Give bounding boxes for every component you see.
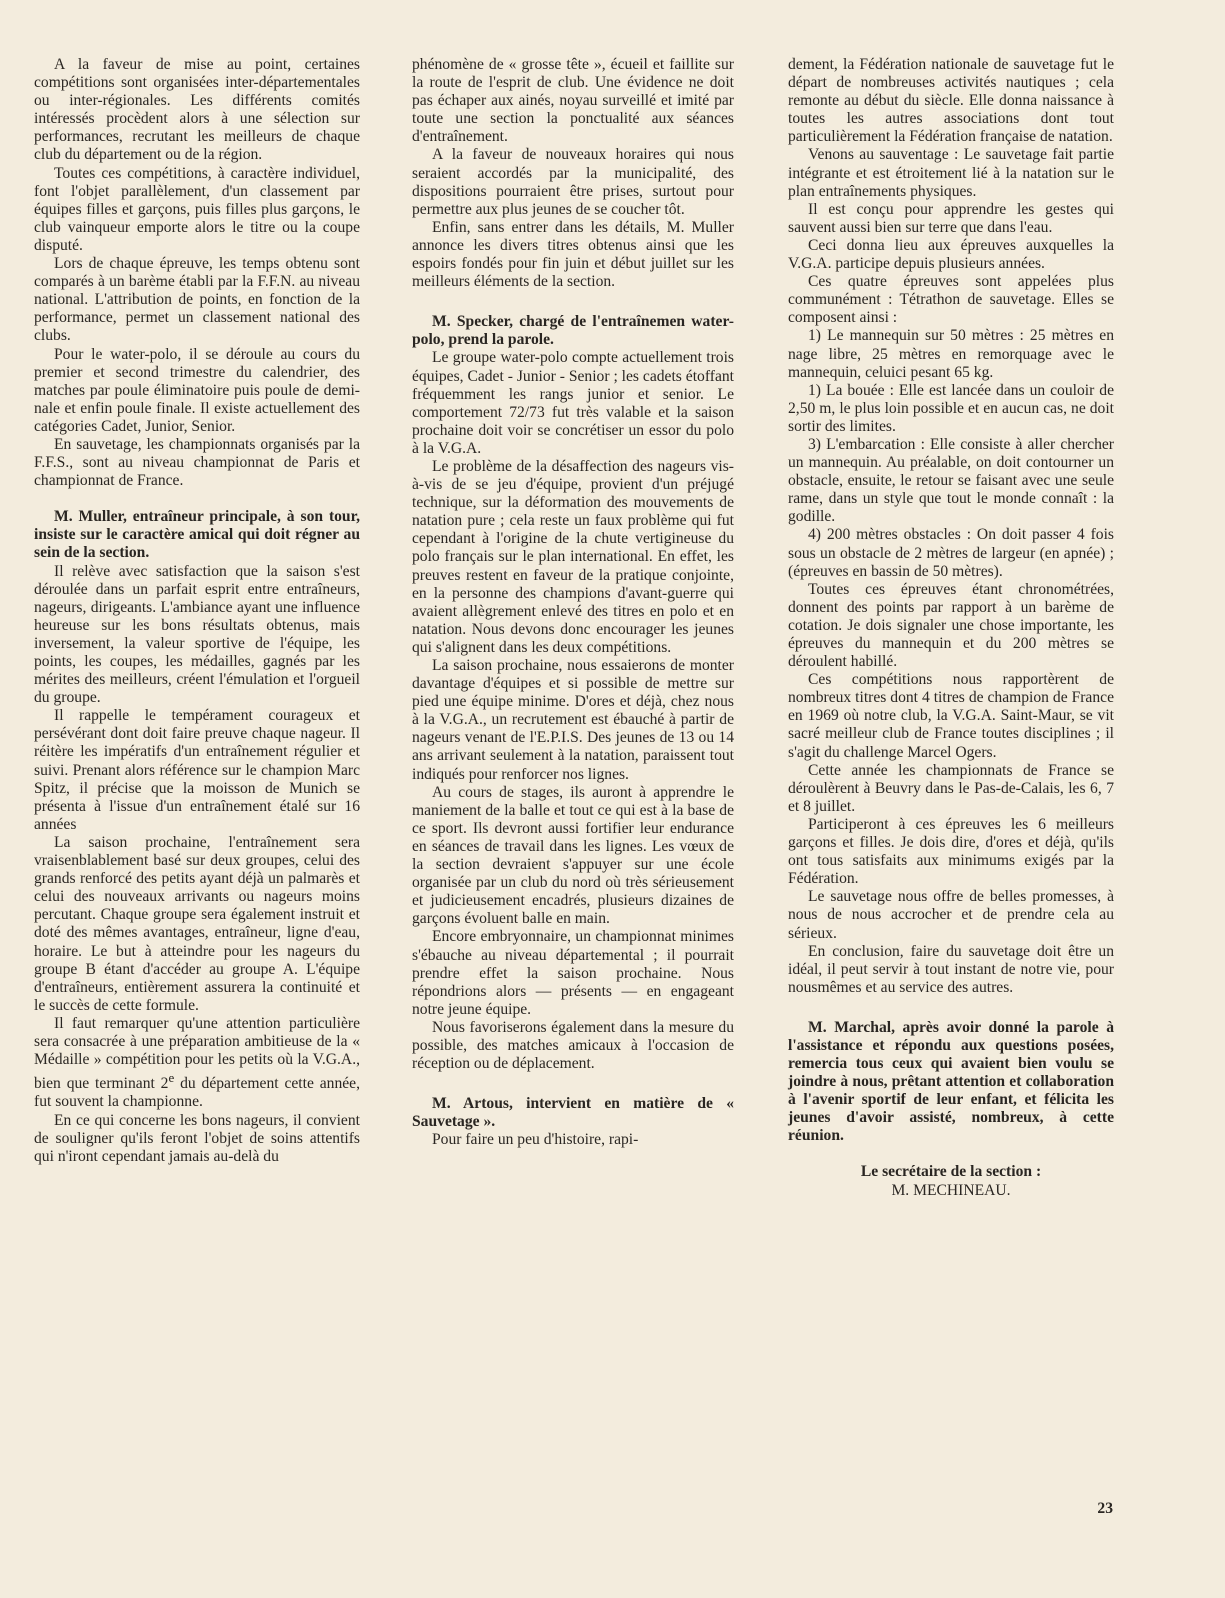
paragraph: Le sauvetage nous offre de belles promesses, à nous de nous accrocher et de prendre cela au sérieux.	[788, 888, 1114, 942]
paragraph: 3) L'embarcation : Elle consiste à aller chercher un mannequin. Au préalable, on doit contourner un obstacle, ensuite, le retour se faisant avec une seule rame, dans un style que tout le monde connaît : la godille.	[788, 435, 1114, 526]
paragraph: Enfin, sans entrer dans les détails, M. Muller annonce les divers titres obtenus ainsi que les espoirs fondés pour fin juin et début juillet sur les meilleurs éléments de la section.	[412, 218, 734, 291]
paragraph: Il relève avec satisfaction que la saison s'est déroulée dans un parfait esprit entre entraîneurs, nageurs, dirigeants. L'ambiance ayant une influence heureuse sur les bons résultats obtenus, mais inversement, la valeur sportive de l'équipe, les points, les coupes, les médailles, gagnés par les mérites des meilleurs, créent l'émulation et l'orgueil du groupe.	[34, 562, 360, 707]
paragraph: 4) 200 mètres obstacles : On doit passer 4 fois sous un obstacle de 2 mètres de largeur (en apnée) ; (épreuves en bassin de 50 mètres).	[788, 526, 1114, 580]
section-heading-specker: M. Specker, chargé de l'entraînemen water-polo, prend la parole.	[412, 313, 734, 349]
superscript: e	[168, 1070, 175, 1086]
paragraph: En ce qui concerne les bons nageurs, il convient de souligner qu'ils feront l'objet de soins attentifs qui n'iront cependant jamais au-delà du	[34, 1111, 360, 1165]
paragraph: La saison prochaine, nous essaierons de monter davantage d'équipes et si possible de mettre sur pied une équipe minime. D'ores et déjà, chez nous à la V.G.A., un recrutement est ébauché à partir de nageurs venant de l'E.P.I.S. Des jeunes de 13 ou 14 ans arrivant seulement à la natation, paraissent tout indiqués pour renforcer nos lignes.	[412, 657, 734, 783]
paragraph: A la faveur de nouveaux horaires qui nous seraient accordés par la municipalité, des dispositions pourraient être prises, surtout pour permettre aux plus jeunes de se coucher tôt.	[412, 146, 734, 218]
signature-name: M. MECHINEAU.	[891, 1181, 1011, 1199]
paragraph: Il est conçu pour apprendre les gestes qui sauvent aussi bien sur terre que dans l'eau.	[788, 200, 1114, 236]
page-number: 23	[1097, 1500, 1113, 1517]
closing-paragraph-marchal: M. Marchal, après avoir donné la parole à l'assistance et répondu aux questions posées, remercia tous ceux qui avaient bien voulu se joindre à nous, prêtant attention et collaboration à l'avenir sportif de leur enfant, et félicita les jeunes d'avoir assisté, nombreux, à cette réunion.	[788, 1018, 1114, 1145]
paragraph: Lors de chaque épreuve, les temps obtenu sont comparés à un barème établi par la F.F.N. au niveau national. L'attribution de points, en fonction de la performance, permet un classement national des clubs.	[34, 255, 360, 345]
paragraph: Pour le water-polo, il se déroule au cours du premier et second trimestre du calendrier, des matches par poule éliminatoire puis poule de demi-nale et enfin poule finale. Il existe actuellement des catégories Cadet, Junior, Senior.	[34, 345, 360, 435]
paragraph: Toutes ces épreuves étant chronométrées, donnent des points par rapport à un barème de cotation. Je dois signaler une chose importante, les épreuves du mannequin et du 200 mètres se déroulent habillé.	[788, 580, 1114, 671]
signature-title: Le secrétaire de la section :	[860, 1162, 1042, 1180]
paragraph: Le problème de la désaffection des nageurs vis-à-vis de se jeu d'équipe, provient d'un préjugé technique, sur la déformation des mouvements de natation pure ; cela reste un faux problème qui fut cependant à l'origine de la chute vertigineuse du polo français sur le plan international. En effet, les preuves restent en faveur de la pratique conjointe, en la personne des champions d'avant-guerre qui avaient allègrement enlevé des titres en polo et en natation. Nous devons donc encourager les jeunes qui s'alignent dans les deux compétitions.	[412, 457, 734, 656]
paragraph: Nous favoriserons également dans la mesure du possible, des matches amicaux à l'occasion de réception ou de déplacement.	[412, 1018, 734, 1073]
column-left	[34, 56, 360, 1166]
paragraph: Il rappelle le tempérament courageux et persévérant dont doit faire preuve chaque nageur. Il réitère les impératifs d'un entraînement régulier et suivi. Prenant alors référence sur le champion Marc Spitz, il précise que la moisson de Munich se présenta à l'issue d'un entraînement étalé sur 16 années	[34, 707, 360, 833]
paragraph: Venons au sauventage : Le sauvetage fait partie intégrante et est étroitement lié à la natation sur le plan entraînements physiques.	[788, 146, 1114, 200]
paragraph: Ceci donna lieu aux épreuves auxquelles la V.G.A. participe depuis plusieurs années.	[788, 236, 1114, 273]
signature-block	[788, 1162, 1114, 1200]
paragraph: Ces quatre épreuves sont appelées plus communément : Tétrathon de sauvetage. Elles se composent ainsi :	[788, 273, 1114, 327]
section-heading-muller: M. Muller, entraîneur principale, à son tour, insiste sur le caractère amical qui doit régner au sein de la section.	[34, 508, 360, 562]
column-middle	[412, 56, 734, 1149]
paragraph: En sauvetage, les championnats organisés par la F.F.S., sont au niveau championnat de Paris et championnat de France.	[34, 435, 360, 490]
paragraph: Au cours de stages, ils auront à apprendre le maniement de la balle et tout ce qui est à la base de ce sport. Ils devront aussi fortifier leur endurance en séances de travail dans les lignes. Les vœux de la section devraient s'appuyer sur une école organisée par un club du nord où très sérieusement et judicieusement encadrés, plusieurs dizaines de garçons évoluent balle en main.	[412, 783, 734, 928]
section-heading-artous: M. Artous, intervient en matière de « Sauvetage ».	[412, 1095, 734, 1131]
paragraph: dement, la Fédération nationale de sauvetage fut le départ de nombreuses activités nautiques ; cela remonte au début du siècle. Elle donna naissance à toutes les autres associations dont tout particulièrement la Fédération française de natation.	[788, 56, 1114, 146]
paragraph: Ces compétitions nous rapportèrent de nombreux titres dont 4 titres de champion de France en 1969 où notre club, la V.G.A. Saint-Maur, se vit sacré meilleur club de France toutes disciplines ; il s'agit du challenge Marcel Ogers.	[788, 671, 1114, 761]
paragraph-text: du département cette année, fut souvent la championne.	[34, 1075, 360, 1111]
paragraph: La saison prochaine, l'entraînement sera vraisenblablement basé sur deux groupes, celui des grands renforcé des petits ayant déjà un palmarès et celui des nouveaux arrivants ou nageurs moins percutant. Chaque groupe sera également instruit et doté des mêmes avantages, entraîneur, ligne d'eau, horaire. Le but à atteindre pour les nageurs du groupe B étant d'accéder au groupe A. L'équipe d'entraîneurs, entièrement assurera la continuité et le succès de cette formule.	[34, 833, 360, 1014]
paragraph: 1) La bouée : Elle est lancée dans un couloir de 2,50 m, le plus loin possible et en aucun cas, ne doit sortir des limites.	[788, 381, 1114, 435]
paragraph-text: Il faut remarquer qu'une attention particulière sera consacrée à une préparation ambitieuse de la « Médaille » compétition pour les petits où la V.G.A., bien que terminant 2	[34, 1014, 360, 1093]
paragraph: Pour faire un peu d'histoire, rapi-	[432, 1131, 639, 1149]
paragraph: A la faveur de mise au point, certaines compétitions sont organisées inter-départementales ou inter-régionales. Les différents comités intéressés procèdent alors à une sélection sur performances, recrutant les meilleurs de chaque club du département ou de la région.	[34, 56, 360, 164]
paragraph: 1) Le mannequin sur 50 mètres : 25 mètres en nage libre, 25 mètres en remorquage avec le mannequin, celuici pesant 65 kg.	[788, 327, 1114, 381]
paragraph: phénomène de « grosse tête », écueil et faillite sur la route de l'esprit de club. Une évidence ne doit pas échaper aux ainés, noyau surveillé et imité par toute une section la ponctualité aux séances d'entraînement.	[412, 56, 734, 146]
paragraph: En conclusion, faire du sauvetage doit être un idéal, il peut servir à tout instant de notre vie, pour nousmêmes et au service des autres.	[788, 942, 1114, 996]
paragraph: Participeront à ces épreuves les 6 meilleurs garçons et filles. Je dois dire, d'ores et déjà, qu'ils ont tous satisfaits aux minimums exigés par la Fédération.	[788, 815, 1114, 888]
paragraph: Toutes ces compétitions, à caractère individuel, font l'objet parallèlement, d'un classement par équipes filles et garçons, puis filles plus garçons, le club vainqueur emporte alors le titre ou la coupe disputé.	[34, 164, 360, 254]
column-right	[788, 56, 1114, 1200]
paragraph: Cette année les championnats de France se déroulèrent à Beuvry dans le Pas-de-Calais, les 6, 7 et 8 juillet.	[788, 761, 1114, 815]
paragraph: Le groupe water-polo compte actuellement trois équipes, Cadet - Junior - Senior ; les cadets étoffant fréquemment les rangs junior et senior. Le comportement 72/73 fut très valable et la saison prochaine doit voir se concrétiser un essor du polo à la V.G.A.	[412, 349, 734, 457]
paragraph	[34, 1015, 360, 1112]
paragraph: Encore embryonnaire, un championnat minimes s'ébauche au niveau départemental ; il pourrait prendre effet la saison prochaine. Nous répondrions alors — présents — en engageant notre jeune équipe.	[412, 928, 734, 1018]
